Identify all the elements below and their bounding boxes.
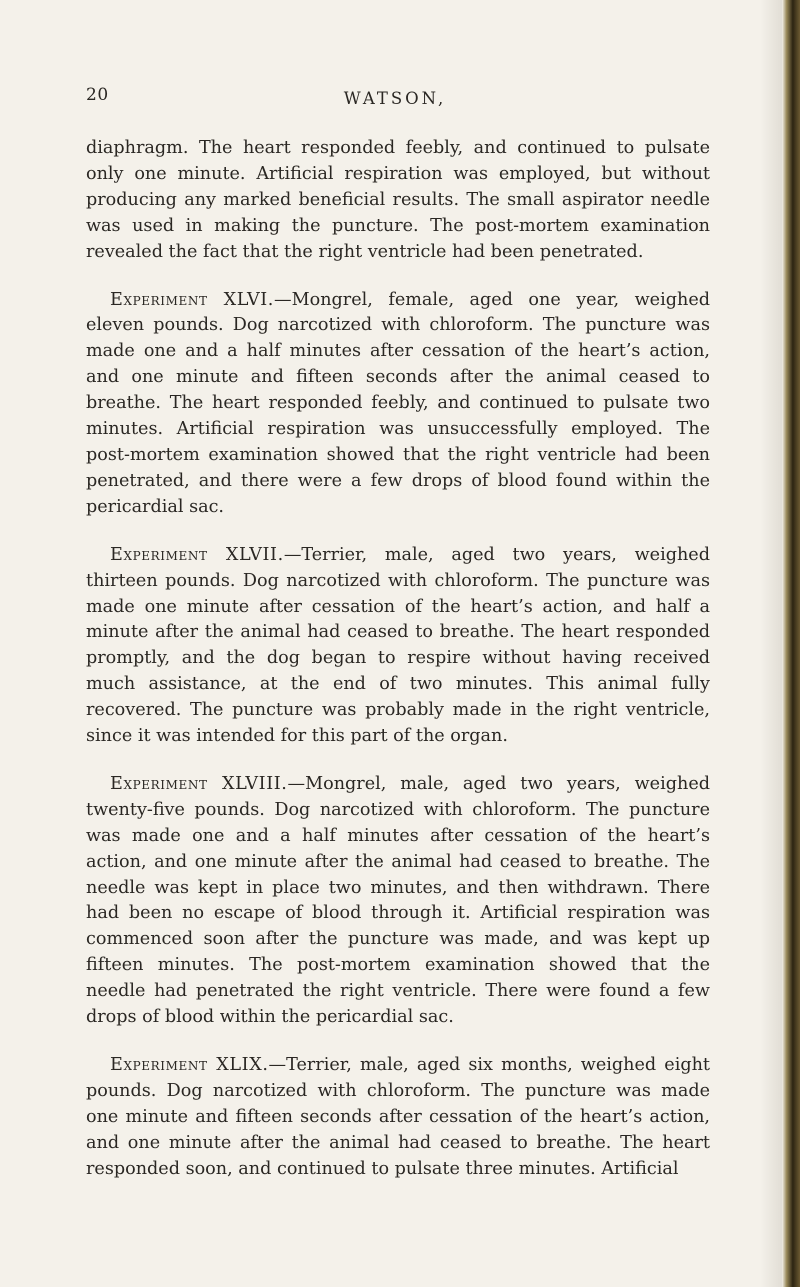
paragraph-text: —Mongrel, female, aged one year, weighed eleven pounds. Dog narcotized with chloroform. The puncture was made one and a half minutes after cessation of the heart’s action, and one minute and fifteen seconds after the animal ceased to breathe. The heart responded feebly, and continued to pulsate two minutes. Artificial respiration was unsuccessfully employed. The post-mortem examination showed that the right ventricle had been penetrated, and there were a few drops of blood found within the pericardial sac. [86,289,710,517]
experiment-label: Experiment XLIX. [110,1055,269,1075]
body-text [86,136,710,1205]
experiment-label: Experiment XLVII. [110,544,284,565]
binding-shadow [760,0,782,1287]
experiment-label: Experiment XLVI. [110,289,274,310]
paragraph-experiment-xlviii [86,772,710,1031]
paragraph-text: —Terrier, male, aged six months, weighed eight pounds. Dog narcotized with chloroform. The puncture was made one minute and fifteen seconds after cessation of the heart’s action, and one minute after the animal had ceased to breathe. The heart responded soon, and continued to pulsate three minutes. Artificial [86,1055,710,1179]
paragraph-experiment-xlvi [86,288,710,521]
running-head: WATSON, [343,89,447,108]
paragraph-experiment-xlix [86,1053,710,1183]
paragraph-text: —Terrier, male, aged two years, weighed thirteen pounds. Dog narcotized with chloroform. The puncture was made one minute after cessation of the heart’s action, and half a minute after the animal had ceased to breathe. The heart responded promptly, and the dog began to respire without having received much assistance, at the end of two minutes. This animal fully recovered. The puncture was probably made in the right ventricle, since it was intended for this part of the organ. [86,544,710,747]
paragraph-experiment-xlvii [86,543,710,750]
paragraph-text: —Mongrel, male, aged two years, weighed twenty-five pounds. Dog narcotized with chloroform. The puncture was made one and a half minutes after cessation of the heart’s action, and one minute after the animal had ceased to breathe. The needle was kept in place two minutes, and then withdrawn. There had been no escape of blood through it. Artificial respiration was commenced soon after the puncture was made, and was kept up fifteen minutes. The post-mortem examination showed that the needle had penetrated the right ventricle. There were found a few drops of blood within the pericardial sac. [86,773,710,1028]
experiment-label: Experiment XLVIII. [110,773,288,794]
paragraph-text: diaphragm. The heart responded feebly, and continued to pulsate only one minute. Artificial respiration was employed, but without producing any marked beneficial results. The small aspirator needle was used in making the puncture. The post-mortem examination revealed the fact that the right ventricle had been penetrated. [86,138,710,262]
page-number: 20 [86,85,109,105]
paragraph-continuation [86,136,710,266]
binding-edge [782,0,800,1287]
